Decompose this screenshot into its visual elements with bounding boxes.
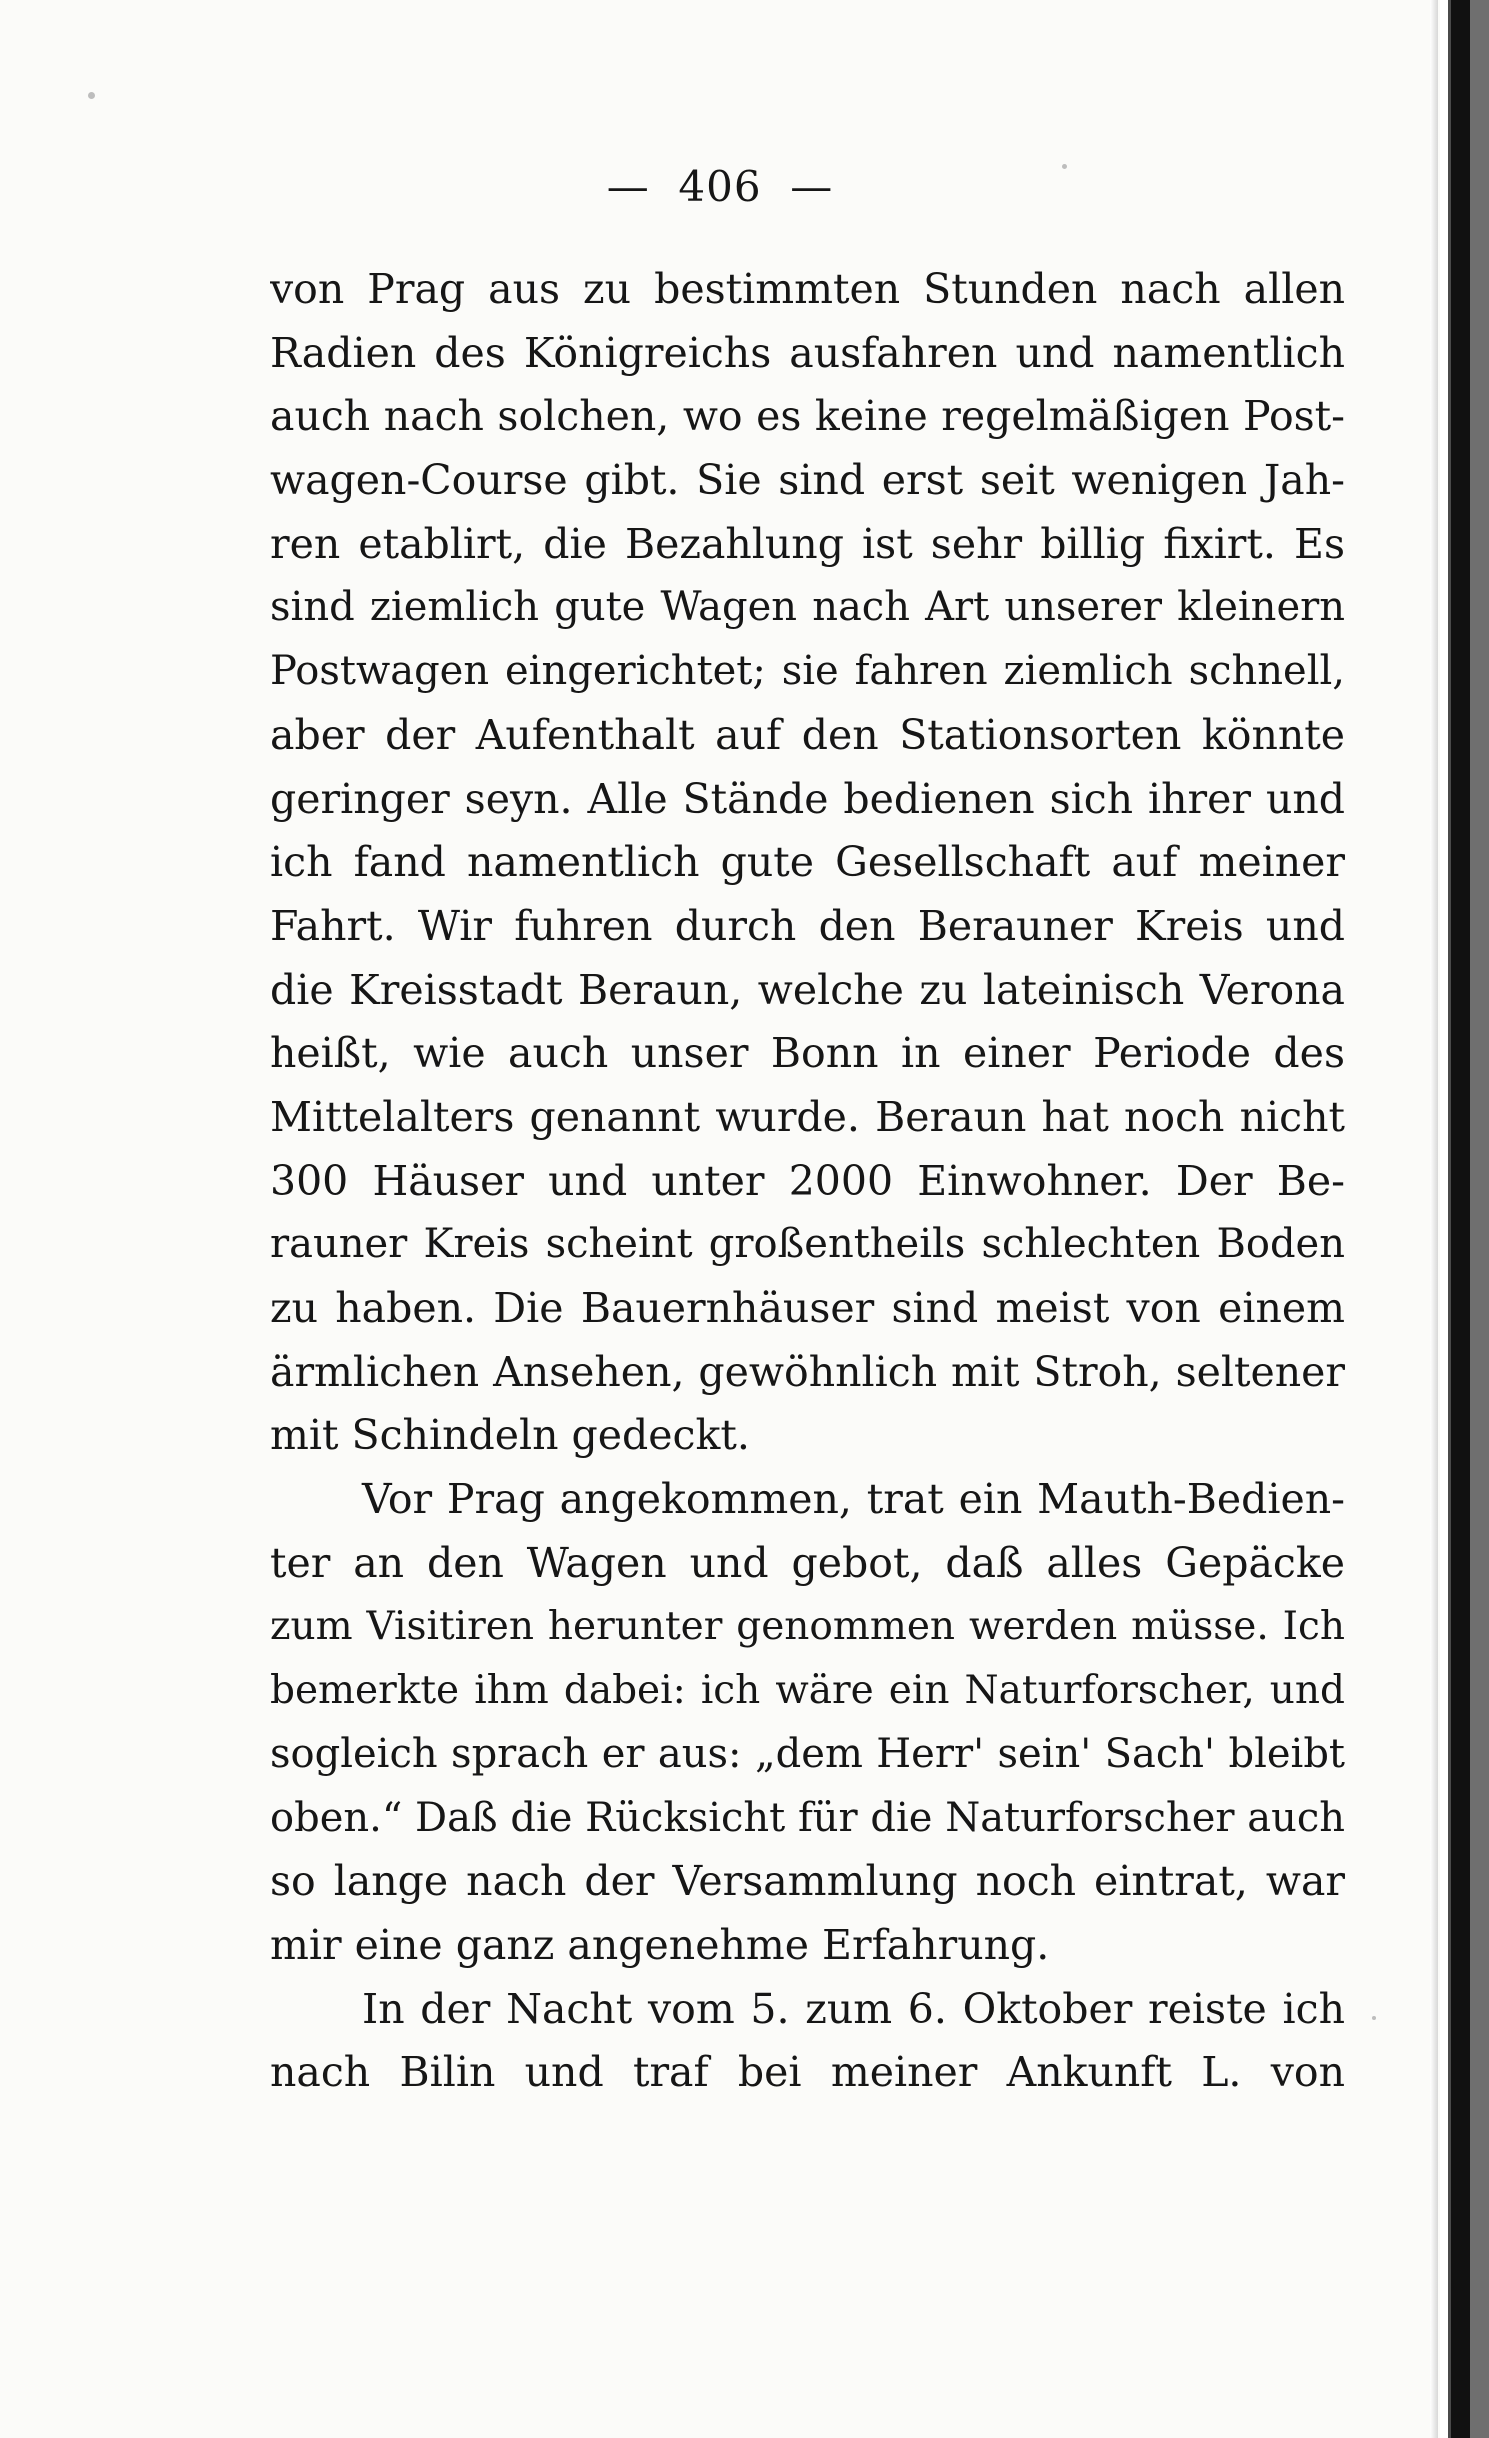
text-line: ren etablirt, die Bezahlung ist sehr billig fixirt. Es xyxy=(270,519,1345,568)
text-line: zu haben. Die Bauernhäuser sind meist von einem xyxy=(270,1284,1345,1332)
text-line: heißt, wie auch unser Bonn in einer Periode des xyxy=(270,1029,1345,1078)
paragraph xyxy=(270,1978,1345,2105)
text-line: ich fand namentlich gute Gesellschaft auf meiner xyxy=(270,838,1345,887)
text-line: ter an den Wagen und gebot, daß alles Gepäcke xyxy=(270,1538,1345,1587)
book-binding-edge xyxy=(1448,0,1470,2438)
text-line: rauner Kreis scheint großentheils schlechten Boden xyxy=(270,1221,1345,1268)
text-line: Vor Prag angekommen, trat ein Mauth-Bedien- xyxy=(362,1475,1345,1524)
text-line: aber der Aufenthalt auf den Stationsorten könnte xyxy=(270,710,1345,759)
text-line: 300 Häuser und unter 2000 Einwohner. Der Be- xyxy=(270,1156,1345,1205)
text-line: Radien des Königreichs ausfahren und namentlich xyxy=(270,328,1345,377)
text-line: mit Schindeln gedeckt. xyxy=(270,1411,750,1460)
text-line: In der Nacht vom 5. zum 6. Oktober reiste ich xyxy=(362,1984,1345,2033)
text-line: sogleich sprach er aus: „dem Herr' sein' Sach' bleibt xyxy=(270,1730,1345,1777)
text-line: mir eine ganz angenehme Erfahrung. xyxy=(270,1920,1050,1969)
text-line: geringer seyn. Alle Stände bedienen sich ihrer und xyxy=(270,774,1345,823)
text-line: Fahrt. Wir fuhren durch den Berauner Kreis und xyxy=(270,901,1345,950)
paper-speck xyxy=(88,92,95,99)
text-line: zum Visitiren herunter genommen werden müsse. Ich xyxy=(270,1604,1345,1650)
text-line: Mittelalters genannt wurde. Beraun hat noch nicht xyxy=(270,1092,1345,1141)
text-line: von Prag aus zu bestimmten Stunden nach allen xyxy=(270,265,1345,313)
paragraph xyxy=(270,1468,1345,1978)
text-line: bemerkte ihm dabei: ich wäre ein Naturforscher, und xyxy=(270,1668,1345,1714)
body-text xyxy=(270,258,1345,2105)
text-line: ärmlichen Ansehen, gewöhnlich mit Stroh, seltener xyxy=(270,1347,1345,1396)
text-line: sind ziemlich gute Wagen nach Art unserer kleinern xyxy=(270,584,1345,631)
text-line: nach Bilin und traf bei meiner Ankunft L. von xyxy=(270,2048,1345,2097)
text-line: die Kreisstadt Beraun, welche zu lateinisch Verona xyxy=(270,965,1345,1014)
page-edge-shadow xyxy=(1430,0,1438,2438)
paragraph xyxy=(270,258,1345,1468)
text-line: so lange nach der Versammlung noch eintrat, war xyxy=(270,1857,1345,1906)
text-line: auch nach solchen, wo es keine regelmäßigen Post- xyxy=(270,392,1345,441)
page-number: — 406 — xyxy=(606,162,834,211)
paper-speck xyxy=(1372,2016,1376,2020)
text-line: wagen-Course gibt. Sie sind erst seit wenigen Jah- xyxy=(270,456,1345,505)
text-line: Postwagen eingerichtet; sie fahren ziemlich schnell, xyxy=(270,648,1345,695)
scan-background-strip xyxy=(1470,0,1489,2438)
text-line: oben.“ Daß die Rücksicht für die Naturforscher auch xyxy=(270,1794,1345,1841)
